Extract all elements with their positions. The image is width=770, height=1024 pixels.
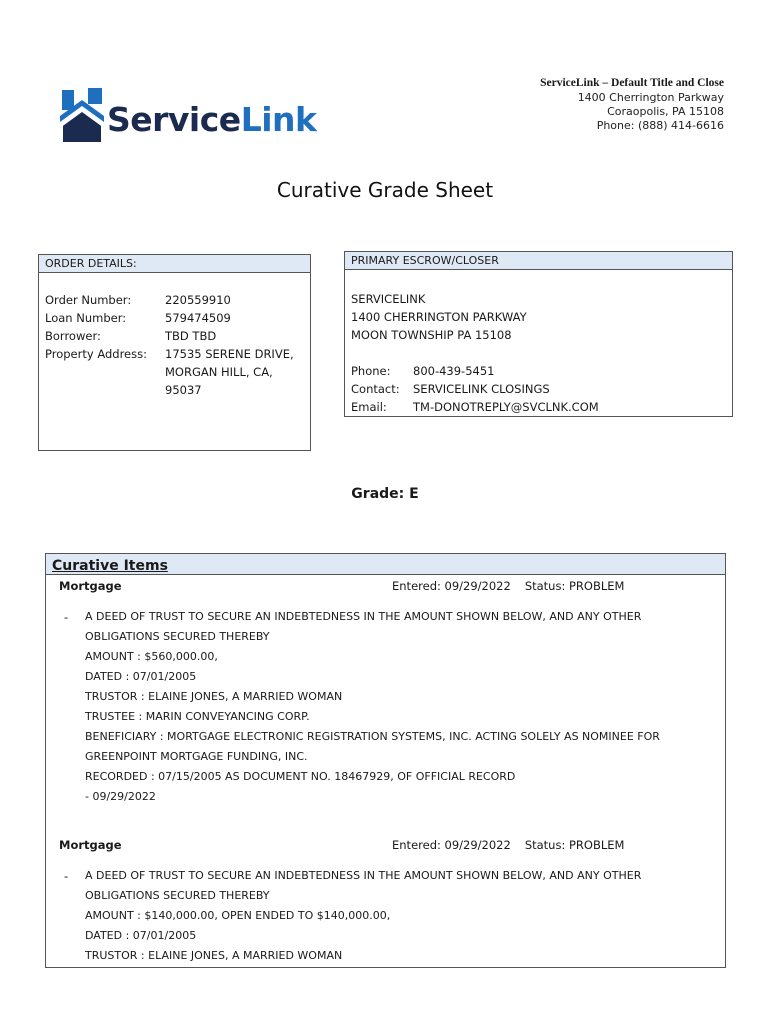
- property-address-line-1: 17535 SERENE DRIVE,: [165, 347, 294, 361]
- escrow-values: [413, 362, 599, 416]
- grade-label: Grade: E: [351, 486, 419, 502]
- description-line: A DEED OF TRUST TO SECURE AN INDEBTEDNESS IN THE AMOUNT SHOWN BELOW, AND ANY OTHER: [85, 869, 642, 882]
- curative-item-type: Mortgage: [59, 838, 122, 852]
- order-details-values: [165, 291, 294, 399]
- curative-items-box: [45, 553, 726, 968]
- curative-item-meta: [392, 578, 624, 594]
- escrow-contact-label: Contact:: [351, 382, 400, 396]
- loan-number-label: Loan Number:: [45, 311, 127, 325]
- escrow-heading: PRIMARY ESCROW/CLOSER: [345, 252, 732, 270]
- document-title: Curative Grade Sheet: [276, 178, 494, 202]
- description-line: GREENPOINT MORTGAGE FUNDING, INC.: [85, 750, 308, 763]
- company-name: ServiceLink – Default Title and Close: [540, 77, 724, 89]
- description-line: TRUSTOR : ELAINE JONES, A MARRIED WOMAN: [85, 690, 343, 703]
- order-details-heading: ORDER DETAILS:: [39, 255, 310, 273]
- logo-word-link: Link: [240, 100, 317, 139]
- description-line: OBLIGATIONS SECURED THEREBY: [85, 630, 270, 643]
- curative-item: [46, 578, 725, 808]
- order-number-value: 220559910: [165, 293, 231, 307]
- house-roof-logo-icon: [60, 88, 104, 144]
- servicelink-logo: [60, 88, 322, 144]
- escrow-address-line-2: 1400 CHERRINGTON PARKWAY: [351, 310, 527, 324]
- escrow-address: [351, 290, 527, 344]
- description-line: RECORDED : 07/15/2005 AS DOCUMENT NO. 18467929, OF OFFICIAL RECORD: [85, 770, 516, 783]
- company-address: [540, 76, 724, 133]
- borrower-label: Borrower:: [45, 329, 101, 343]
- company-address-line-2: Coraopolis, PA 15108: [607, 105, 724, 118]
- description-line: TRUSTOR : ELAINE JONES, A MARRIED WOMAN: [85, 949, 343, 962]
- property-address-line-3: 95037: [165, 383, 202, 397]
- escrow-email-label: Email:: [351, 400, 387, 414]
- description-line: DATED : 07/01/2005: [85, 670, 197, 683]
- curative-item-bullet: -: [64, 869, 69, 883]
- curative-item-description: [85, 866, 715, 966]
- escrow-address-line-3: MOON TOWNSHIP PA 15108: [351, 328, 512, 342]
- curative-item-entered: Entered: 09/29/2022: [392, 579, 511, 593]
- company-phone: Phone: (888) 414-6616: [596, 119, 724, 132]
- curative-item-bullet: -: [64, 610, 69, 624]
- curative-item-type: Mortgage: [59, 579, 122, 593]
- escrow-phone-label: Phone:: [351, 364, 391, 378]
- description-line: TRUSTEE : MARIN CONVEYANCING CORP.: [85, 710, 310, 723]
- curative-item-meta: [392, 837, 624, 853]
- loan-number-value: 579474509: [165, 311, 231, 325]
- escrow-address-line-1: SERVICELINK: [351, 292, 426, 306]
- curative-item: [46, 837, 725, 967]
- logo-word-service: Service: [107, 100, 241, 139]
- escrow-labels: [351, 362, 400, 416]
- curative-item-description: [85, 607, 715, 807]
- description-line: AMOUNT : $140,000.00, OPEN ENDED TO $140,000.00,: [85, 909, 391, 922]
- logo-wordmark: [107, 100, 316, 140]
- company-address-line-1: 1400 Cherrington Parkway: [577, 91, 724, 104]
- description-line: BENEFICIARY : MORTGAGE ELECTRONIC REGISTRATION SYSTEMS, INC. ACTING SOLELY AS NOMINEE FOR: [85, 730, 660, 743]
- escrow-closer-box: [344, 251, 733, 417]
- order-number-label: Order Number:: [45, 293, 132, 307]
- property-address-line-2: MORGAN HILL, CA,: [165, 365, 273, 379]
- curative-items-heading: Curative Items: [52, 558, 168, 574]
- description-line: DATED : 07/01/2005: [85, 929, 197, 942]
- curative-item-entered: Entered: 09/29/2022: [392, 838, 511, 852]
- escrow-email-value: TM-DONOTREPLY@SVCLNK.COM: [413, 400, 599, 414]
- borrower-value: TBD TBD: [165, 329, 217, 343]
- description-line: - 09/29/2022: [85, 790, 156, 803]
- escrow-phone-value: 800-439-5451: [413, 364, 495, 378]
- order-details-labels: [45, 291, 147, 363]
- curative-item-status: Status: PROBLEM: [524, 579, 625, 593]
- description-line: OBLIGATIONS SECURED THEREBY: [85, 889, 270, 902]
- property-address-label: Property Address:: [45, 347, 147, 361]
- escrow-contact-value: SERVICELINK CLOSINGS: [413, 382, 550, 396]
- description-line: A DEED OF TRUST TO SECURE AN INDEBTEDNESS IN THE AMOUNT SHOWN BELOW, AND ANY OTHER: [85, 610, 642, 623]
- description-line: AMOUNT : $560,000.00,: [85, 650, 218, 663]
- curative-item-status: Status: PROBLEM: [524, 838, 625, 852]
- order-details-box: [38, 254, 311, 451]
